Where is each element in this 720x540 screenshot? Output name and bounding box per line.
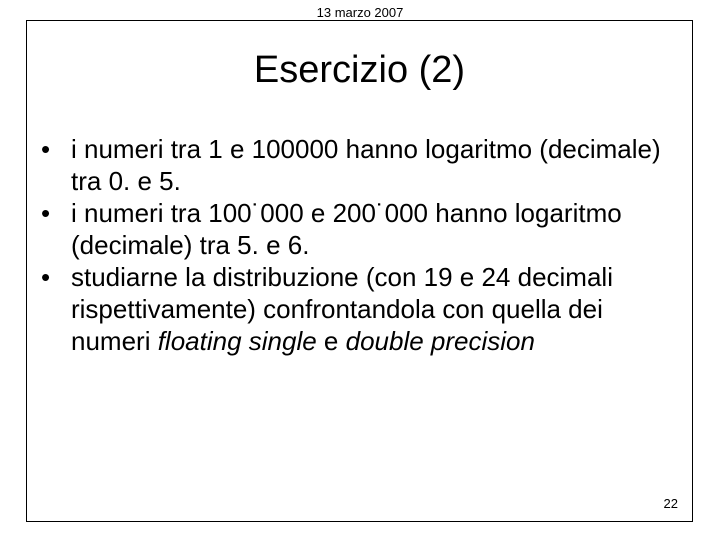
bullet-icon: • <box>41 198 51 228</box>
bullet-text-plain: studiarne la distribuzione (con 19 e 24 decimali rispettivamente) confrontandola con quella dei numeri <box>71 262 613 356</box>
page-number: 22 <box>663 496 678 511</box>
bullet-text: i numeri tra 1 e 100000 hanno logaritmo (decimale) tra 0. e 5. <box>71 134 661 196</box>
bullet-item <box>27 261 667 357</box>
bullet-list <box>27 133 667 357</box>
bullet-icon: • <box>41 134 51 164</box>
slide-frame <box>26 20 693 522</box>
slide-date: 13 marzo 2007 <box>316 5 404 20</box>
bullet-text-plain: e <box>316 326 346 356</box>
bullet-text-italic: floating single <box>157 326 317 356</box>
bullet-text-italic: double precision <box>345 326 535 356</box>
bullet-text <box>71 262 613 356</box>
slide-title: Esercizio (2) <box>253 49 466 91</box>
bullet-item <box>27 133 667 197</box>
bullet-icon: • <box>41 262 51 292</box>
bullet-item <box>27 197 667 261</box>
bullet-text: i numeri tra 100˙000 e 200˙000 hanno logaritmo (decimale) tra 5. e 6. <box>71 198 622 260</box>
